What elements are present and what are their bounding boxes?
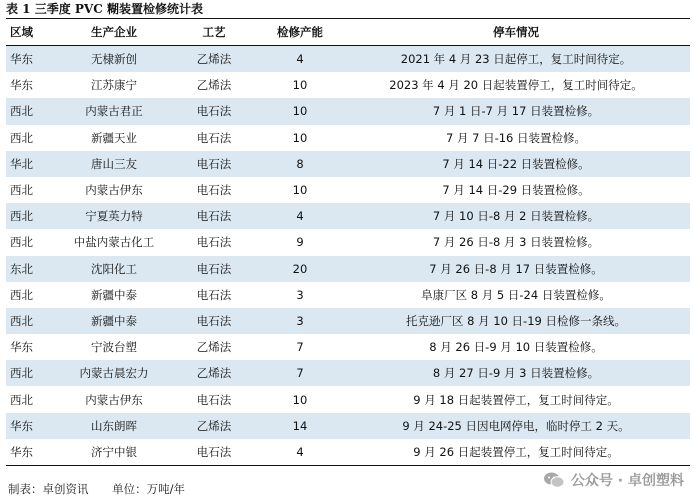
table-caption: 表 1 三季度 PVC 糊装置检修统计表 — [6, 2, 203, 16]
watermark-text: 公众号 · 卓创塑料 — [570, 473, 684, 489]
header-process: 工艺 — [170, 19, 258, 46]
table-header-row — [6, 19, 690, 46]
cell-region: 华东 — [6, 439, 58, 466]
cell-process: 乙烯法 — [196, 340, 232, 355]
table-footnote — [8, 481, 205, 497]
table-row — [6, 360, 690, 386]
cell-capacity: 4 — [258, 439, 342, 466]
cell-capacity: 4 — [258, 203, 342, 229]
cell-status: 7 月 1 日-7 月 17 日装置检修。 — [342, 98, 690, 124]
cell-region: 西北 — [10, 130, 33, 145]
cell-capacity: 7 — [258, 360, 342, 386]
cell-capacity: 10 — [292, 130, 308, 145]
cell-capacity: 7 — [296, 340, 304, 355]
cell-company: 新疆中泰 — [58, 308, 170, 334]
cell-process: 电石法 — [170, 98, 258, 124]
table-row — [6, 386, 690, 412]
cell-region: 华北 — [6, 151, 58, 177]
cell-company: 新疆中泰 — [91, 287, 137, 302]
cell-status: 7 月 26 日-8 月 3 日装置检修。 — [432, 235, 600, 250]
cell-process: 乙烯法 — [170, 360, 258, 386]
cell-status: 2023 年 4 月 20 日起装置停工，复工时间待定。 — [389, 78, 643, 93]
table-row — [6, 72, 690, 98]
cell-region: 华东 — [10, 78, 33, 93]
cell-status: 阜康厂区 8 月 5 日-24 日装置检修。 — [421, 287, 611, 302]
cell-process: 乙烯法 — [170, 413, 258, 439]
cell-process: 乙烯法 — [170, 46, 258, 73]
cell-status: 7 月 14 日-22 日装置检修。 — [342, 151, 690, 177]
cell-status: 7 月 26 日-8 月 17 日装置检修。 — [342, 256, 690, 282]
cell-region: 西北 — [6, 360, 58, 386]
cell-region: 西北 — [6, 203, 58, 229]
table-row — [6, 334, 690, 360]
cell-region: 西北 — [10, 183, 33, 198]
cell-process: 电石法 — [196, 392, 232, 407]
table-row — [6, 256, 690, 282]
cell-status: 7 月 14 日-29 日装置检修。 — [442, 183, 590, 198]
cell-region: 西北 — [10, 392, 33, 407]
cell-company: 内蒙古伊东 — [85, 183, 143, 198]
cell-company: 中盐内蒙古化工 — [73, 235, 155, 250]
cell-capacity: 3 — [258, 308, 342, 334]
table-row — [6, 413, 690, 439]
cell-process: 电石法 — [196, 183, 232, 198]
cell-capacity: 9 — [296, 235, 304, 250]
cell-region: 西北 — [6, 308, 58, 334]
cell-capacity: 10 — [292, 183, 308, 198]
cell-capacity: 3 — [296, 287, 304, 302]
table-row — [6, 229, 690, 255]
cell-process: 电石法 — [170, 256, 258, 282]
cell-region: 东北 — [6, 256, 58, 282]
cell-process: 电石法 — [170, 151, 258, 177]
cell-region: 西北 — [6, 98, 58, 124]
cell-company: 山东朗晖 — [58, 413, 170, 439]
cell-status: 9 月 26 日起装置停工，复工时间待定。 — [342, 439, 690, 466]
table-row — [6, 125, 690, 151]
cell-region: 西北 — [10, 235, 33, 250]
table-row — [6, 282, 690, 308]
unit-note: 单位：万吨/年 — [112, 482, 186, 496]
table-row — [6, 439, 690, 466]
cell-process: 电石法 — [196, 130, 232, 145]
cell-company: 沈阳化工 — [58, 256, 170, 282]
cell-capacity: 10 — [292, 392, 308, 407]
cell-company: 内蒙古晨宏力 — [58, 360, 170, 386]
table-row — [6, 308, 690, 334]
cell-status: 8 月 26 日-9 月 10 日装置检修。 — [429, 340, 603, 355]
cell-status: 2021 年 4 月 23 日起停工，复工时间待定。 — [342, 46, 690, 73]
table-row — [6, 203, 690, 229]
cell-company: 新疆天业 — [91, 130, 137, 145]
cell-status: 9 月 24-25 日因电网停电，临时停工 2 天。 — [342, 413, 690, 439]
cell-process: 电石法 — [196, 287, 232, 302]
cell-company: 无棣新创 — [58, 46, 170, 73]
cell-company: 济宁中银 — [58, 439, 170, 466]
table-row — [6, 46, 690, 73]
cell-company: 唐山三友 — [58, 151, 170, 177]
cell-company: 内蒙古君正 — [58, 98, 170, 124]
cell-capacity: 20 — [258, 256, 342, 282]
cell-region: 华东 — [6, 46, 58, 73]
cell-process: 乙烯法 — [196, 78, 232, 93]
cell-process: 电石法 — [196, 235, 232, 250]
source-note: 制表：卓创资讯 — [8, 482, 89, 496]
watermark — [543, 470, 684, 490]
cell-capacity: 10 — [292, 78, 308, 93]
table-row — [6, 151, 690, 177]
cell-status: 9 月 18 日起装置停工，复工时间待定。 — [413, 392, 619, 407]
cell-region: 西北 — [10, 287, 33, 302]
table-row — [6, 177, 690, 203]
cell-process: 电石法 — [170, 308, 258, 334]
cell-capacity: 14 — [258, 413, 342, 439]
header-region: 区域 — [6, 19, 58, 46]
maintenance-table — [6, 18, 690, 466]
cell-region: 华东 — [10, 340, 33, 355]
cell-process: 电石法 — [170, 203, 258, 229]
cell-capacity: 10 — [258, 98, 342, 124]
cell-process: 电石法 — [170, 439, 258, 466]
cell-company: 江苏康宁 — [91, 78, 137, 93]
cell-status: 7 月 10 日-8 月 2 日装置检修。 — [342, 203, 690, 229]
cell-status: 7 月 7 日-16 日装置检修。 — [445, 130, 587, 145]
cell-capacity: 8 — [258, 151, 342, 177]
header-capacity: 检修产能 — [258, 19, 342, 46]
cell-company: 内蒙古伊东 — [85, 392, 143, 407]
cell-company: 宁波台塑 — [91, 340, 137, 355]
header-status: 停车情况 — [342, 19, 690, 46]
cell-capacity: 4 — [258, 46, 342, 73]
cell-region: 华东 — [6, 413, 58, 439]
wechat-icon — [543, 471, 565, 489]
cell-status: 8 月 27 日-9 月 3 日装置检修。 — [342, 360, 690, 386]
table-row — [6, 98, 690, 124]
cell-status: 托克逊厂区 8 月 10 日-19 日检修一条线。 — [342, 308, 690, 334]
cell-company: 宁夏英力特 — [58, 203, 170, 229]
header-company: 生产企业 — [58, 19, 170, 46]
